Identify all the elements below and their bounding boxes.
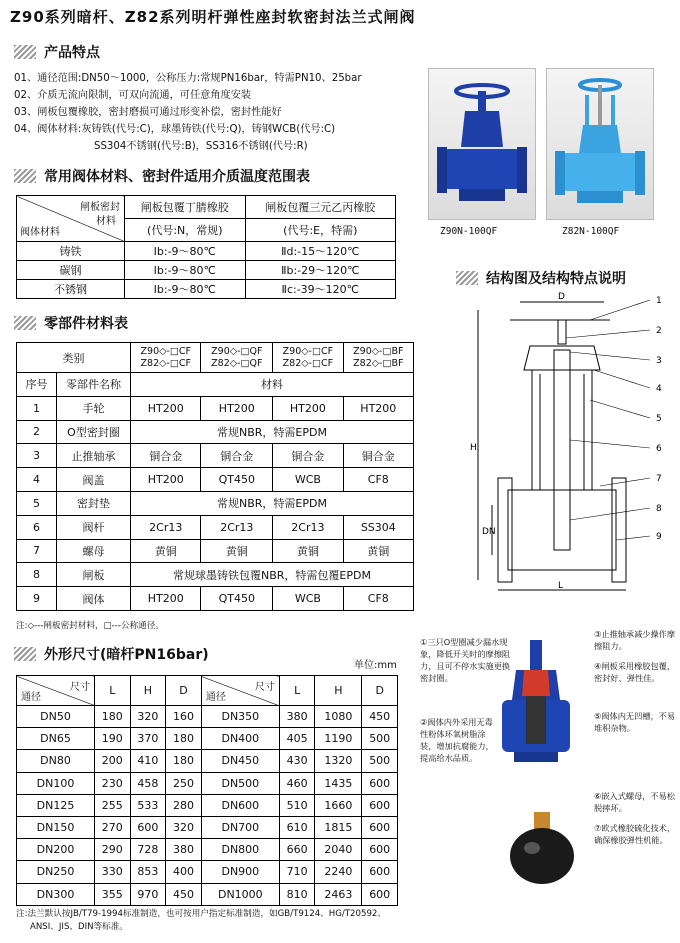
part-number: 5 xyxy=(656,414,662,424)
table-row: DN50 180 320 160 DN350 380 1080 450 xyxy=(17,706,398,728)
feature-item: 03、闸板包覆橡胶，密封磨损可通过形变补偿，密封性能好 xyxy=(14,107,282,118)
parts-note: 注:◇---闸板密封材料，□---公称通径。 xyxy=(16,621,164,631)
product-label: Z82N-100QF xyxy=(562,226,620,237)
table-row: DN250 330 853 400 DN900 710 2240 600 xyxy=(17,861,398,883)
section-dims: 外形尺寸(暗杆PN16bar) xyxy=(14,644,209,664)
leader-line xyxy=(570,352,650,360)
table-corner: 尺寸 通径 xyxy=(17,676,95,706)
name-header: 零部件名称 xyxy=(57,373,131,397)
feature-item: SS304不锈钢(代号:B)，SS316不锈钢(代号:R) xyxy=(94,141,308,152)
section-parts: 零部件材料表 xyxy=(14,313,128,333)
table-row: 7 螺母 黄铜 黄铜 黄铜 黄铜 xyxy=(17,539,414,563)
table-row: 不锈钢 Ib:-9～80℃ Ⅱc:-39～120℃ xyxy=(17,280,396,299)
table-row: 8 闸板 常规球墨铸铁包覆NBR，特需包覆EPDM xyxy=(17,563,414,587)
leader-line xyxy=(566,330,650,338)
table-row: DN150 270 600 320 DN700 610 1815 600 xyxy=(17,816,398,838)
model-header: Z90◇-□BF Z82◇-□BF xyxy=(343,343,413,373)
model-header: Z90◇-□QF Z82◇-□QF xyxy=(201,343,273,373)
features-list xyxy=(14,70,414,155)
table-row: 2 O型密封圈 常规NBR，特需EPDM xyxy=(17,420,414,444)
annotation: ⑦欧式橡胶硫化技术，确保橡胶弹性机能。 xyxy=(594,823,676,845)
model-header: Z90◇-□CF Z82◇-□CF xyxy=(273,343,343,373)
dims-table xyxy=(16,675,398,906)
part-number: 6 xyxy=(656,444,662,454)
section-marker-icon xyxy=(14,647,36,661)
annotation: ①三只O型圈减少漏水现象，降低开关时的摩擦阻力，且可不停水实施更换密封圈。 xyxy=(420,637,511,683)
feature-item: 01、通径范围:DN50～1000，公称压力:常规PN16bar，特需PN10、25bar xyxy=(14,73,362,84)
table-corner: 闸板密封 材料 阀体材料 xyxy=(17,196,125,242)
annotation: ⑥嵌入式螺母，不易松脱摔坏。 xyxy=(594,791,676,813)
leader-line xyxy=(570,440,650,448)
part-number: 1 xyxy=(656,296,662,306)
dim-label: H xyxy=(470,443,477,453)
col-header: 闸板包覆丁腈橡胶 xyxy=(125,196,246,219)
section-marker-icon xyxy=(14,316,36,330)
temp-table xyxy=(16,195,396,299)
table-row: DN125 255 533 280 DN600 510 1660 600 xyxy=(17,794,398,816)
valve-z82-icon xyxy=(547,69,653,219)
material-header: 材料 xyxy=(131,373,414,397)
unit-label: 单位:mm xyxy=(354,660,397,671)
table-corner: 尺寸 通径 xyxy=(201,676,279,706)
model-header: Z90◇-□CF Z82◇-□CF xyxy=(131,343,201,373)
table-row: DN300 355 970 450 DN1000 810 2463 600 xyxy=(17,883,398,905)
table-row: 4 阀盖 HT200 QT450 WCB CF8 xyxy=(17,468,414,492)
product-label: Z90N-100QF xyxy=(440,226,498,237)
col-header: 闸板包覆三元乙丙橡胶 xyxy=(245,196,395,219)
annotation: ⑤阀体内无凹槽，不易堆积杂物。 xyxy=(594,711,676,733)
no-header: 序号 xyxy=(17,373,57,397)
valve-z90-icon xyxy=(429,69,535,219)
col-header: L xyxy=(95,676,131,706)
table-row: DN65 190 370 180 DN400 405 1190 500 xyxy=(17,728,398,750)
leader-line xyxy=(590,300,650,320)
parts-table xyxy=(16,342,414,611)
feature-item: 02、介质无流向限制，可双向流通，可任意角度安装 xyxy=(14,90,252,101)
gate-disc-icon xyxy=(506,808,578,888)
product-photo-z82 xyxy=(546,68,654,220)
col-header: H xyxy=(130,676,166,706)
section-marker-icon xyxy=(14,45,36,59)
leader-line xyxy=(594,370,650,388)
table-row: DN100 230 458 250 DN500 460 1435 600 xyxy=(17,772,398,794)
page-title: Z90系列暗杆、Z82系列明杆弹性座封软密封法兰式闸阀 xyxy=(10,8,416,26)
col-header: D xyxy=(166,676,202,706)
section-marker-icon xyxy=(14,169,36,183)
product-photo-z90 xyxy=(428,68,536,220)
annotation: ③止推轴承减少操作摩擦阻力。 xyxy=(594,629,676,651)
part-number: 9 xyxy=(656,532,662,542)
col-header: L xyxy=(279,676,315,706)
part-number: 3 xyxy=(656,356,662,366)
dim-label: L xyxy=(558,581,564,591)
col-header: H xyxy=(315,676,362,706)
table-row: 3 止推轴承 铜合金 铜合金 铜合金 铜合金 xyxy=(17,444,414,468)
section-features: 产品特点 xyxy=(14,42,100,62)
table-row: 1 手轮 HT200 HT200 HT200 HT200 xyxy=(17,396,414,420)
gate-image xyxy=(506,808,578,888)
valve-drawing xyxy=(470,290,670,600)
table-row: DN200 290 728 380 DN800 660 2040 600 xyxy=(17,839,398,861)
part-number: 4 xyxy=(656,384,662,394)
table-row: DN80 200 410 180 DN450 430 1320 500 xyxy=(17,750,398,772)
table-row: 碳钢 Ib:-9～80℃ Ⅱb:-29～120℃ xyxy=(17,261,396,280)
dim-label: DN xyxy=(482,527,496,537)
part-number: 7 xyxy=(656,474,662,484)
section-marker-icon xyxy=(456,271,478,285)
part-number: 8 xyxy=(656,504,662,514)
leader-line xyxy=(590,400,650,418)
annotation: ②阀体内外采用无毒性粉体环氧树脂涂装，增加抗腐能力，提高给水品质。 xyxy=(420,717,494,763)
table-row: 5 密封垫 常规NBR，特需EPDM xyxy=(17,491,414,515)
table-row: 铸铁 Ib:-9～80℃ Ⅱd:-15～120℃ xyxy=(17,242,396,261)
annotation: ④闸板采用橡胶包覆，密封好、弹性佳。 xyxy=(594,661,676,683)
dims-note: 注:法兰默认按JB/T79-1994标准制造，也可按用户指定标准制造，如GB/T9124、HG/T20592、 xyxy=(16,909,386,919)
section-structure: 结构图及结构特点说明 xyxy=(456,268,626,288)
dims-note: ANSI、JIS、DIN等标准。 xyxy=(30,922,128,932)
table-row: 9 阀体 HT200 QT450 WCB CF8 xyxy=(17,587,414,611)
table-row: 6 阀杆 2Cr13 2Cr13 2Cr13 SS304 xyxy=(17,515,414,539)
col-header: (代号:E，特需) xyxy=(245,219,395,242)
feature-item: 04、阀体材料:灰铸铁(代号:C)，球墨铸铁(代号:Q)，铸钢WCB(代号:C) xyxy=(14,124,336,135)
part-number: 2 xyxy=(656,326,662,336)
section-material-temp: 常用阀体材料、密封件适用介质温度范围表 xyxy=(14,166,310,186)
col-header: (代号:N，常规) xyxy=(125,219,246,242)
col-header: D xyxy=(362,676,398,706)
leader-line xyxy=(570,508,650,520)
dim-label: D xyxy=(558,292,565,302)
leader-line xyxy=(600,478,650,486)
type-header: 类别 xyxy=(17,343,131,373)
leader-line xyxy=(616,536,650,540)
